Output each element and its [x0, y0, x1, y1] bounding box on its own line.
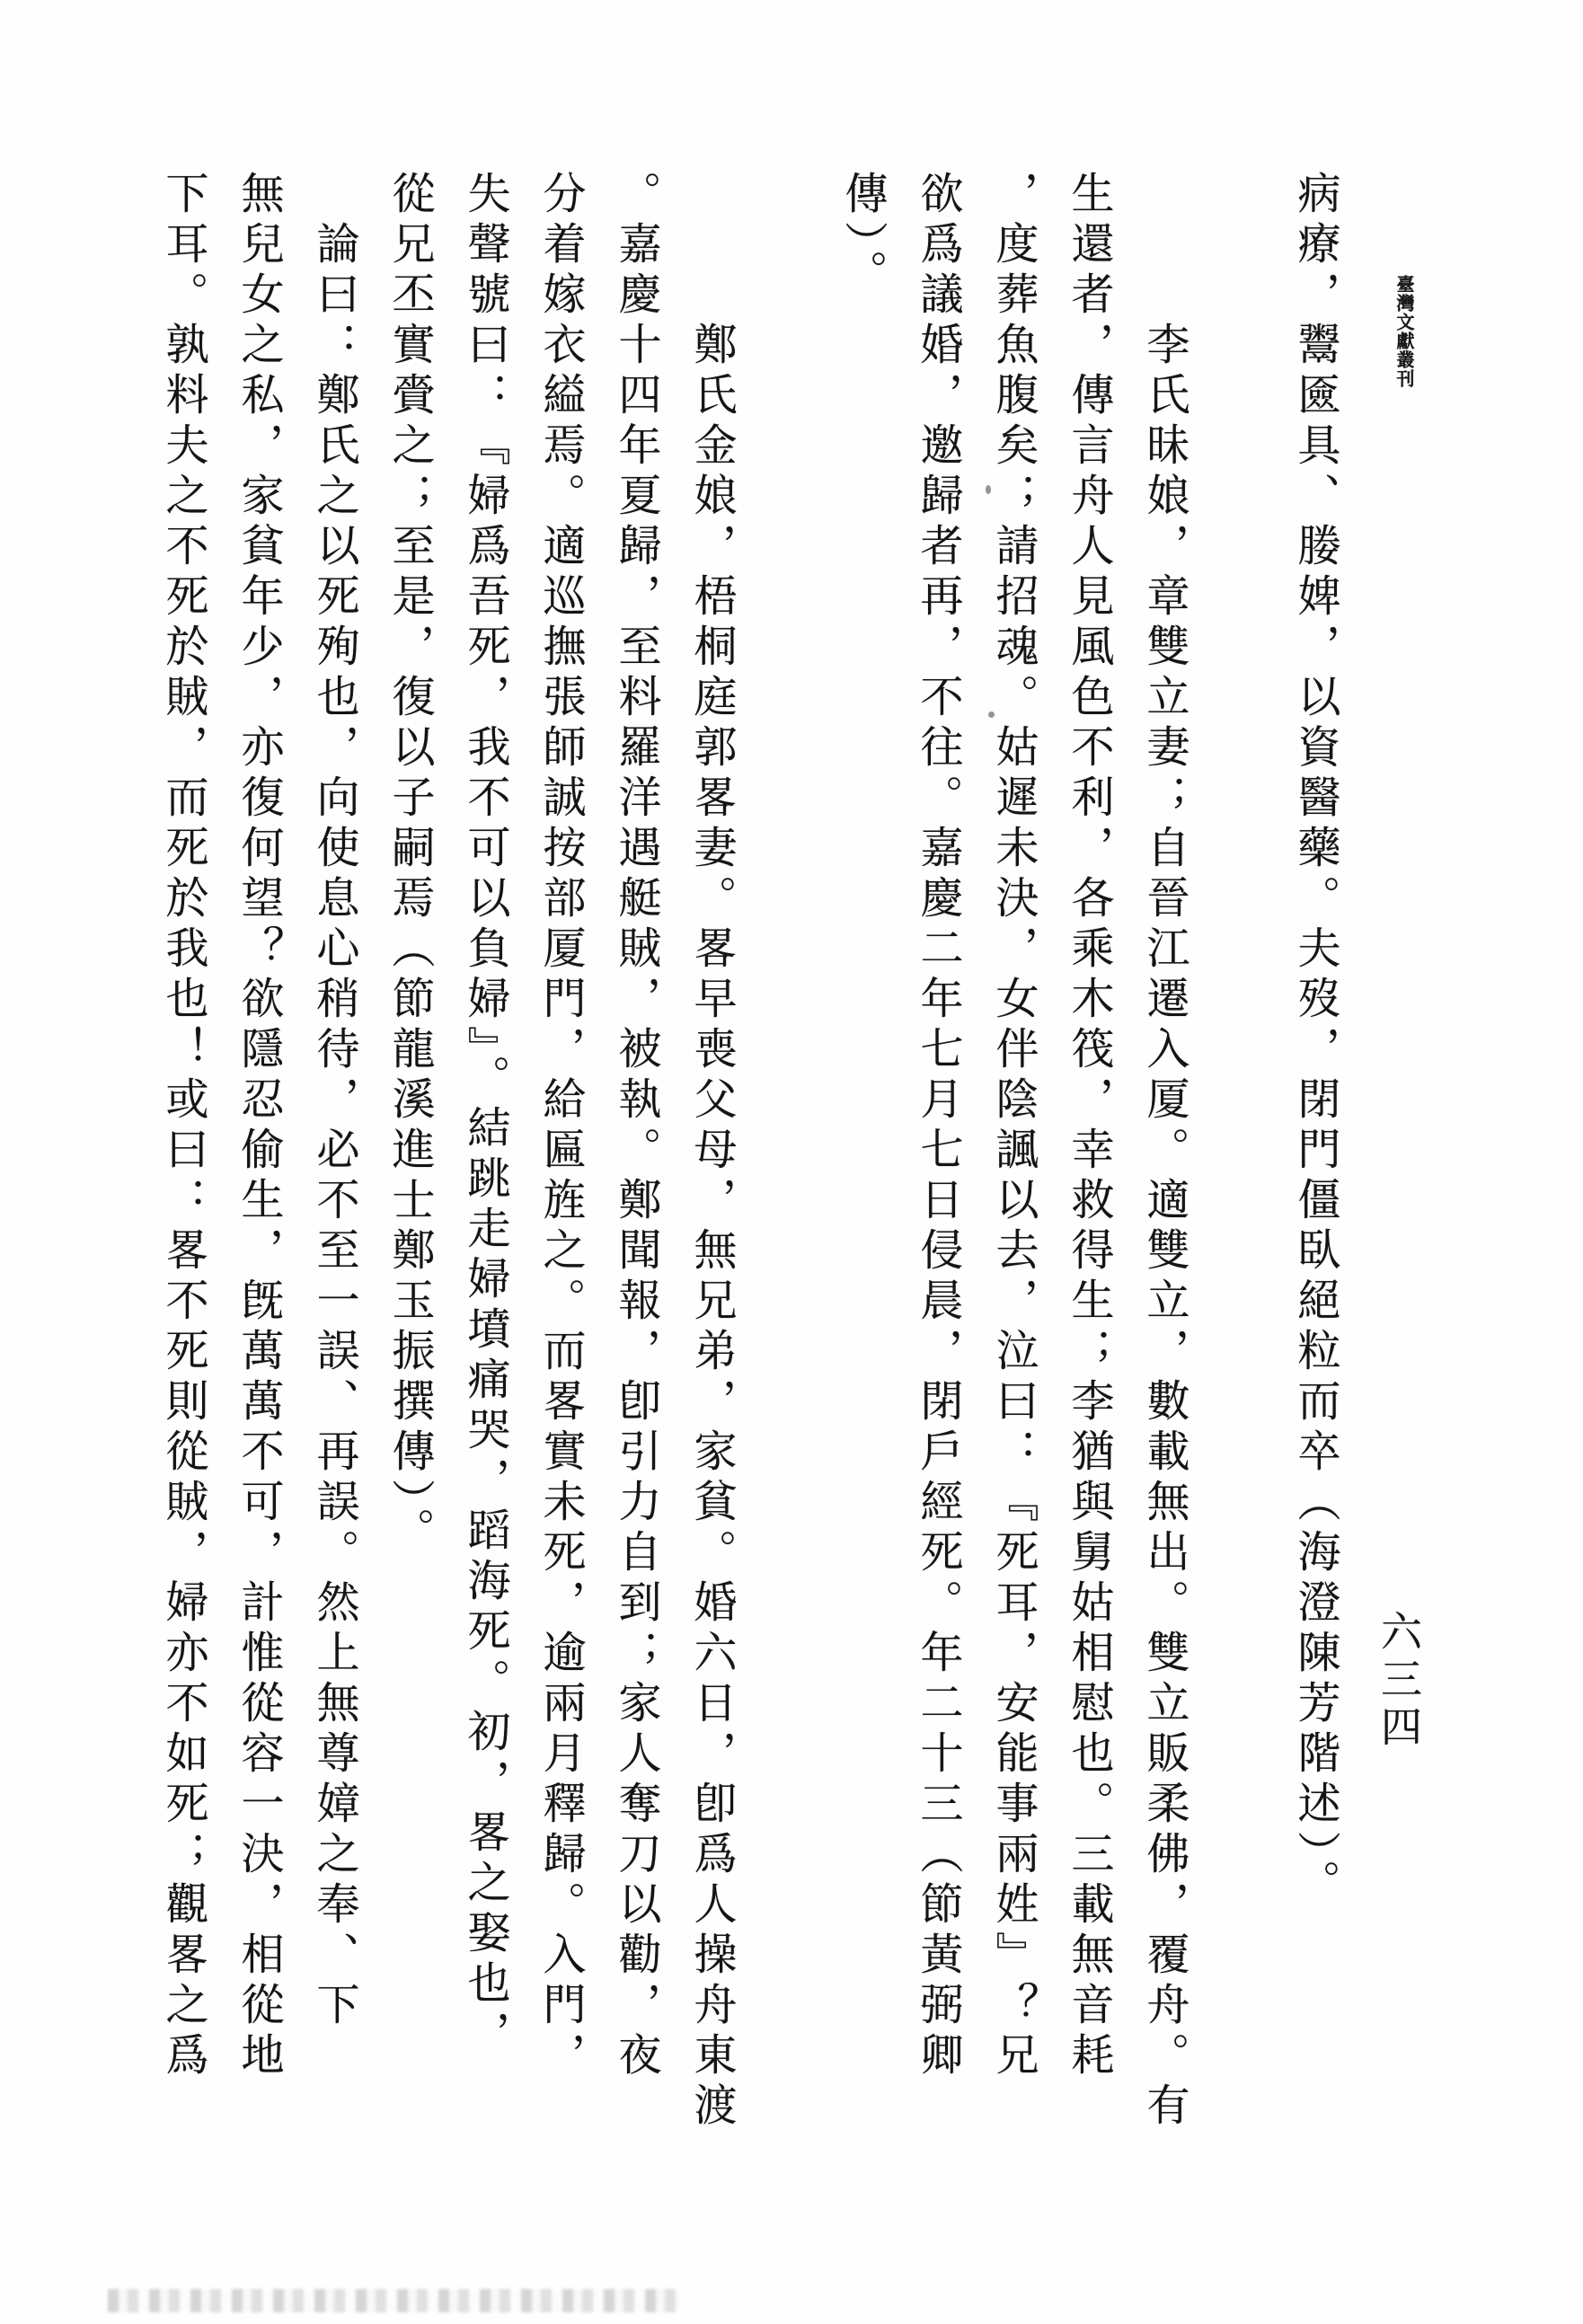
text-column [598, 171, 674, 2201]
column-text: 論曰：鄭氏之以死殉也，向使息心稍待，必不至一誤、再誤。然上無尊嫜之奉、下 [309, 221, 359, 2032]
text-column [825, 171, 900, 2201]
scan-artifact [108, 2289, 683, 2312]
column-text: 從兄丕實賫之；至是，復以子嗣焉（節龍溪進士鄭玉振撰傳）。 [385, 171, 435, 1558]
text-column [674, 171, 749, 2201]
page-number: 六三四 [1375, 1610, 1423, 1753]
ink-speck [986, 485, 991, 494]
text-column [447, 171, 523, 2201]
text-column [976, 171, 1051, 2201]
text-column [146, 171, 221, 2201]
column-text: ，度葬魚腹矣；請招魂。姑遲未決，女伴陰諷以去，泣曰：『死耳，安能事兩姓』？兄 [988, 171, 1039, 2082]
column-text: 李氏昧娘，章雙立妻；自晉江遷入厦。適雙立，數載無出。雙立販柔佛，覆舟。有 [1139, 322, 1189, 2133]
column-text: 失聲號曰：『婦爲吾死，我不可以負婦』。結跳走婦墳痛哭，蹈海死。初，畧之娶也， [460, 171, 510, 2061]
text-column [1127, 171, 1202, 2201]
text-column [523, 171, 598, 2201]
text-column [296, 171, 372, 2201]
column-text: 下耳。孰料夫之不死於賊，而死於我也！或曰：畧不死則從賊，婦亦不如死；觀畧之爲 [158, 171, 208, 2082]
text-column [1051, 171, 1127, 2201]
column-text: 病療，鬻匳具、媵婢，以資醫藥。夫歿，閉門僵臥絕粒而卒（海澄陳芳階述）。 [1290, 171, 1340, 1910]
column-text: 傳）。 [837, 171, 888, 300]
column-text: 。嘉慶十四年夏歸，至料羅洋遇艇賊，被執。鄭聞報，卽引力自到；家人奪刀以勸，夜 [611, 171, 661, 2082]
column-text: 生還者，傳言舟人見風色不利，各乘木筏，幸救得生；李猶與舅姑相慰也。三載無音耗 [1064, 171, 1114, 2082]
text-column [1278, 171, 1353, 2201]
ink-speck [988, 711, 995, 718]
text-column [372, 171, 447, 2201]
series-title: 臺灣文獻叢刊 [1393, 275, 1415, 388]
column-text: 分着嫁衣縊焉。適巡撫張師誠按部厦門，給匾旌之。而畧實未死，逾兩月釋歸。入門， [535, 171, 586, 2082]
text-column [221, 171, 296, 2201]
text-column [900, 171, 976, 2201]
column-text: 欲爲議婚，邀歸者再，不往。嘉慶二年七月七日侵晨，閉戶經死。年二十三（節黃弼卿 [913, 171, 963, 2082]
text-block [146, 171, 1353, 2201]
column-text: 鄭氏金娘，梧桐庭郭畧妻。畧早喪父母，無兄弟，家貧。婚六日，卽爲人操舟東渡 [686, 322, 737, 2133]
column-text: 無兒女之私，家貧年少，亦復何望？欲隱忍偷生，旣萬萬不可，計惟從容一決，相從地 [234, 171, 284, 2082]
